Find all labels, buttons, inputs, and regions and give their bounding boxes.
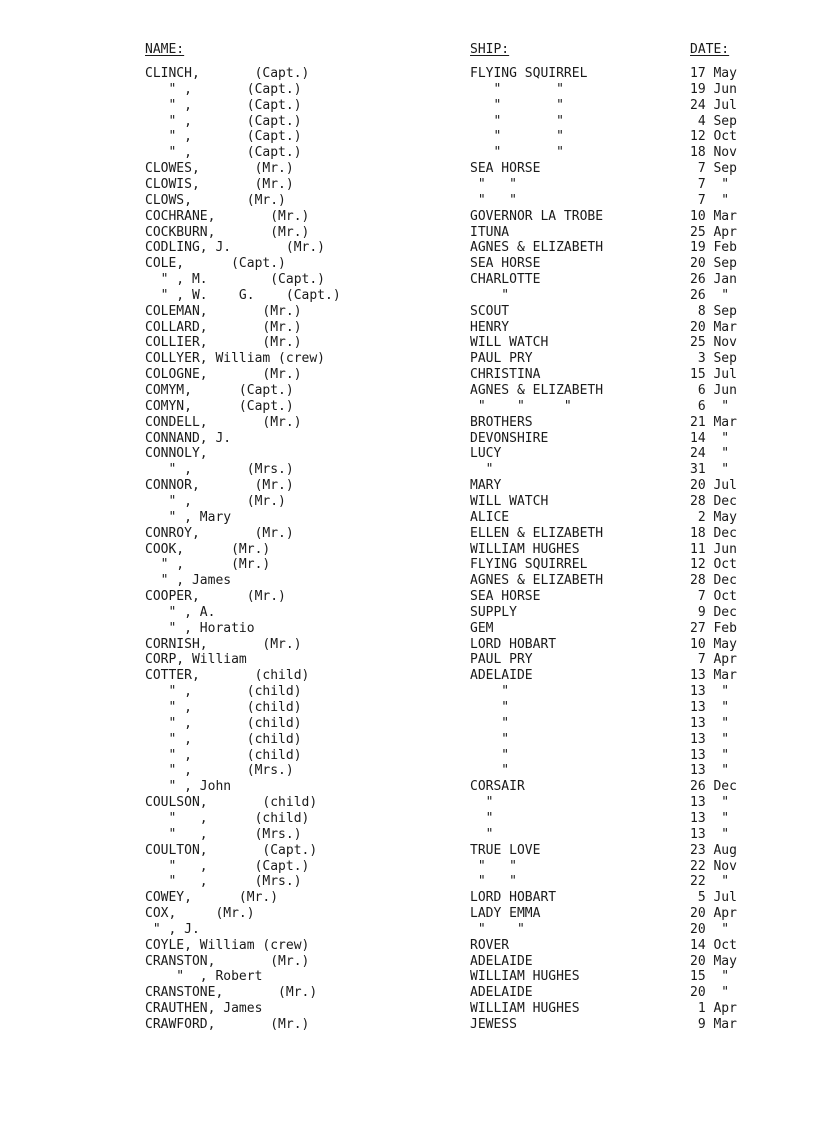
row-name-cell: CORP, William xyxy=(145,652,247,668)
row-ship-cell: " xyxy=(470,731,510,747)
row-name-cell: CODLING, J. (Mr.) xyxy=(145,240,326,256)
row-date-cell: 13 Mar xyxy=(690,668,737,684)
row-date-cell: 6 " xyxy=(690,398,730,414)
row-ship-cell: SEA HORSE xyxy=(470,256,541,272)
row-date-cell: 9 Dec xyxy=(690,604,737,620)
row-name-cell: CONNAND, J. xyxy=(145,430,232,446)
row-name-cell: COMYM, (Capt.) xyxy=(145,383,294,398)
row-name-cell: CONDELL, (Mr.) xyxy=(145,414,302,430)
row-ship-cell: " " xyxy=(470,176,517,192)
row-name-cell: COOPER, (Mr.) xyxy=(145,589,286,605)
row-date-cell: 13 " xyxy=(690,700,730,715)
row-name-cell: " , (Capt.) xyxy=(145,858,310,874)
row-date-cell: 26 Jan xyxy=(690,272,737,288)
row-date-cell: 7 Sep xyxy=(690,161,737,177)
row-name-cell: " , (Mrs.) xyxy=(145,462,294,478)
row-date-cell: 25 Nov xyxy=(690,335,737,351)
row-name-cell: CRANSTON, (Mr.) xyxy=(145,953,310,969)
row-ship-cell: " xyxy=(470,810,494,826)
row-ship-cell: " xyxy=(470,763,510,779)
row-name-cell: " , James xyxy=(145,573,232,589)
row-date-cell: 28 Dec xyxy=(690,493,737,509)
row-ship-cell: " xyxy=(470,700,510,715)
row-ship-cell: WILL WATCH xyxy=(470,335,549,351)
row-date-cell: 20 " xyxy=(690,921,730,937)
row-ship-cell: AGNES & ELIZABETH xyxy=(470,573,604,589)
row-name-cell: COCKBURN, (Mr.) xyxy=(145,224,310,240)
row-date-cell: 13 " xyxy=(690,731,730,747)
row-date-cell: 18 Nov xyxy=(690,145,737,161)
row-ship-cell: WILL WATCH xyxy=(470,493,549,509)
row-name-cell: COLLARD, (Mr.) xyxy=(145,319,302,335)
row-date-cell: 27 Feb xyxy=(690,620,737,636)
row-date-cell: 14 " xyxy=(690,430,730,446)
row-date-cell: 7 Oct xyxy=(690,589,737,605)
row-date-cell: 11 Jun xyxy=(690,541,737,557)
row-date-cell: 20 May xyxy=(690,953,737,969)
row-name-cell: " , (Capt.) xyxy=(145,97,302,113)
row-name-cell: COYLE, William (crew) xyxy=(145,937,310,953)
row-name-cell: " , (Mrs.) xyxy=(145,874,302,890)
row-date-cell: 31 " xyxy=(690,462,730,478)
row-name-cell: " , W. G. (Capt.) xyxy=(145,287,341,303)
row-ship-cell: " xyxy=(470,462,494,478)
row-ship-cell: SEA HORSE xyxy=(470,161,541,177)
row-ship-cell: LORD HOBART xyxy=(470,636,557,652)
row-date-cell: 13 " xyxy=(690,747,730,763)
row-ship-cell: WILLIAM HUGHES xyxy=(470,541,580,557)
row-ship-cell: " " xyxy=(470,129,564,145)
ship-column-header: SHIP: xyxy=(470,42,510,57)
row-name-cell: " , Mary xyxy=(145,509,232,525)
row-date-cell: 17 May xyxy=(690,66,737,81)
row-date-cell: 22 " xyxy=(690,874,730,890)
row-date-cell: 20 Mar xyxy=(690,319,737,335)
date-column-header: DATE: xyxy=(690,42,730,57)
row-name-cell: COLLIER, (Mr.) xyxy=(145,335,302,351)
row-ship-cell: CHRISTINA xyxy=(470,367,541,383)
row-name-cell: " , (Capt.) xyxy=(145,81,302,97)
row-ship-cell: JEWESS xyxy=(470,1017,517,1032)
row-date-cell: 10 May xyxy=(690,636,737,652)
row-ship-cell: " " xyxy=(470,145,564,161)
row-ship-cell: AGNES & ELIZABETH xyxy=(470,383,604,398)
row-date-cell: 13 " xyxy=(690,826,730,842)
row-date-cell: 28 Dec xyxy=(690,573,737,589)
row-ship-cell: " xyxy=(470,715,510,731)
row-ship-cell: " " xyxy=(470,874,517,890)
row-ship-cell: " " xyxy=(470,81,564,97)
row-ship-cell: AGNES & ELIZABETH xyxy=(470,240,604,256)
row-ship-cell: WILLIAM HUGHES xyxy=(470,969,580,985)
row-ship-cell: ITUNA xyxy=(470,224,510,240)
row-date-cell: 1 Apr xyxy=(690,1001,737,1017)
row-ship-cell: ROVER xyxy=(470,937,510,953)
row-ship-cell: " " xyxy=(470,113,564,129)
row-ship-cell: ELLEN & ELIZABETH xyxy=(470,525,604,541)
row-ship-cell: " xyxy=(470,826,494,842)
row-name-cell: " , (child) xyxy=(145,684,302,700)
row-ship-cell: PAUL PRY xyxy=(470,652,533,668)
row-ship-cell: " " xyxy=(470,192,517,208)
row-date-cell: 26 Dec xyxy=(690,779,737,795)
row-name-cell: COOK, (Mr.) xyxy=(145,541,271,557)
row-date-cell: 18 Dec xyxy=(690,525,737,541)
row-ship-cell: " " xyxy=(470,97,564,113)
row-date-cell: 7 " xyxy=(690,176,730,192)
row-ship-cell: " xyxy=(470,287,510,303)
row-ship-cell: ADELAIDE xyxy=(470,668,533,684)
row-ship-cell: SCOUT xyxy=(470,303,510,319)
row-ship-cell: " " xyxy=(470,858,517,874)
row-name-cell: " , (Capt.) xyxy=(145,145,302,161)
row-name-cell: " , Robert xyxy=(145,969,263,985)
row-name-cell: " , (child) xyxy=(145,747,302,763)
row-date-cell: 9 Mar xyxy=(690,1017,737,1032)
row-date-cell: 22 Nov xyxy=(690,858,737,874)
row-name-cell: " , John xyxy=(145,779,232,795)
row-date-cell: 14 Oct xyxy=(690,937,737,953)
row-ship-cell: " " " xyxy=(470,398,572,414)
row-date-cell: 19 Feb xyxy=(690,240,737,256)
row-ship-cell: " xyxy=(470,684,510,700)
row-date-cell: 23 Aug xyxy=(690,842,737,858)
row-name-cell: " , (Capt.) xyxy=(145,113,302,129)
row-ship-cell: HENRY xyxy=(470,319,510,335)
row-name-cell: " , J. xyxy=(145,921,200,937)
row-name-cell: CORNISH, (Mr.) xyxy=(145,636,302,652)
row-ship-cell: FLYING SQUIRREL xyxy=(470,557,588,573)
row-ship-cell: ADELAIDE xyxy=(470,985,533,1001)
row-date-cell: 24 " xyxy=(690,446,730,462)
row-date-cell: 13 " xyxy=(690,810,730,826)
row-name-cell: " , (child) xyxy=(145,810,310,826)
row-name-cell: CONROY, (Mr.) xyxy=(145,525,294,541)
row-ship-cell: LADY EMMA xyxy=(470,906,541,922)
row-ship-cell: BROTHERS xyxy=(470,414,533,430)
row-name-cell: " , (Mrs.) xyxy=(145,826,302,842)
row-date-cell: 20 Jul xyxy=(690,478,737,494)
row-name-cell: COLOGNE, (Mr.) xyxy=(145,367,302,383)
row-name-cell: " , (child) xyxy=(145,731,302,747)
row-date-cell: 13 " xyxy=(690,684,730,700)
row-ship-cell: GOVERNOR LA TROBE xyxy=(470,208,604,224)
row-date-cell: 8 Sep xyxy=(690,303,737,319)
row-name-cell: COULSON, (child) xyxy=(145,795,318,811)
row-name-cell: COLE, (Capt.) xyxy=(145,256,286,272)
row-name-cell: " , M. (Capt.) xyxy=(145,272,326,288)
row-ship-cell: DEVONSHIRE xyxy=(470,430,549,446)
row-date-cell: 13 " xyxy=(690,795,730,811)
row-ship-cell: LORD HOBART xyxy=(470,890,557,906)
row-name-cell: " , (Mrs.) xyxy=(145,763,294,779)
row-name-cell: COLLYER, William (crew) xyxy=(145,351,326,367)
row-date-cell: 19 Jun xyxy=(690,81,737,97)
row-name-cell: CLOWS, (Mr.) xyxy=(145,192,286,208)
row-name-cell: " , (child) xyxy=(145,715,302,731)
row-date-cell: 20 Apr xyxy=(690,906,737,922)
row-name-cell: CRAWFORD, (Mr.) xyxy=(145,1017,310,1032)
row-date-cell: 13 " xyxy=(690,715,730,731)
row-date-cell: 20 " xyxy=(690,985,730,1001)
row-name-cell: COMYN, (Capt.) xyxy=(145,398,294,414)
row-ship-cell: " xyxy=(470,795,494,811)
row-date-cell: 13 " xyxy=(690,763,730,779)
row-ship-cell: GEM xyxy=(470,620,494,636)
row-date-cell: 10 Mar xyxy=(690,208,737,224)
name-column-header: NAME: xyxy=(145,42,185,57)
row-name-cell: COLEMAN, (Mr.) xyxy=(145,303,302,319)
row-name-cell: CRAUTHEN, James xyxy=(145,1001,263,1017)
row-name-cell: " , Horatio xyxy=(145,620,255,636)
row-name-cell: CLOWES, (Mr.) xyxy=(145,161,294,177)
row-date-cell: 24 Jul xyxy=(690,97,737,113)
row-ship-cell: ALICE xyxy=(470,509,510,525)
row-name-cell: " , (Mr.) xyxy=(145,557,271,573)
row-date-cell: 4 Sep xyxy=(690,113,737,129)
row-date-cell: 25 Apr xyxy=(690,224,737,240)
row-ship-cell: TRUE LOVE xyxy=(470,842,541,858)
row-date-cell: 12 Oct xyxy=(690,129,737,145)
row-ship-cell: " xyxy=(470,747,510,763)
row-date-cell: 7 Apr xyxy=(690,652,737,668)
row-date-cell: 3 Sep xyxy=(690,351,737,367)
row-date-cell: 5 Jul xyxy=(690,890,737,906)
row-name-cell: CLOWIS, (Mr.) xyxy=(145,176,294,192)
row-name-cell: COULTON, (Capt.) xyxy=(145,842,318,858)
row-ship-cell: PAUL PRY xyxy=(470,351,533,367)
row-date-cell: 2 May xyxy=(690,509,737,525)
row-name-cell: COX, (Mr.) xyxy=(145,906,255,922)
row-name-cell: CLINCH, (Capt.) xyxy=(145,66,310,81)
row-ship-cell: ADELAIDE xyxy=(470,953,533,969)
row-date-cell: 7 " xyxy=(690,192,730,208)
row-ship-cell: FLYING SQUIRREL xyxy=(470,66,588,81)
row-name-cell: " , (Capt.) xyxy=(145,129,302,145)
row-ship-cell: MARY xyxy=(470,478,502,494)
row-ship-cell: LUCY xyxy=(470,446,502,462)
row-name-cell: COCHRANE, (Mr.) xyxy=(145,208,310,224)
row-ship-cell: CHARLOTTE xyxy=(470,272,541,288)
row-date-cell: 26 " xyxy=(690,287,730,303)
row-ship-cell: WILLIAM HUGHES xyxy=(470,1001,580,1017)
row-name-cell: " , (child) xyxy=(145,700,302,715)
row-name-cell: CONNOLY, xyxy=(145,446,208,462)
row-name-cell: COWEY, (Mr.) xyxy=(145,890,279,906)
row-ship-cell: SEA HORSE xyxy=(470,589,541,605)
row-date-cell: 21 Mar xyxy=(690,414,737,430)
row-name-cell: COTTER, (child) xyxy=(145,668,310,684)
row-date-cell: 6 Jun xyxy=(690,383,737,398)
row-date-cell: 12 Oct xyxy=(690,557,737,573)
row-name-cell: " , (Mr.) xyxy=(145,493,286,509)
row-date-cell: 15 Jul xyxy=(690,367,737,383)
row-name-cell: CRANSTONE, (Mr.) xyxy=(145,985,318,1001)
row-ship-cell: CORSAIR xyxy=(470,779,525,795)
row-date-cell: 15 " xyxy=(690,969,730,985)
row-ship-cell: SUPPLY xyxy=(470,604,517,620)
row-name-cell: CONNOR, (Mr.) xyxy=(145,478,294,494)
row-date-cell: 20 Sep xyxy=(690,256,737,272)
row-name-cell: " , A. xyxy=(145,604,216,620)
row-ship-cell: " " xyxy=(470,921,525,937)
